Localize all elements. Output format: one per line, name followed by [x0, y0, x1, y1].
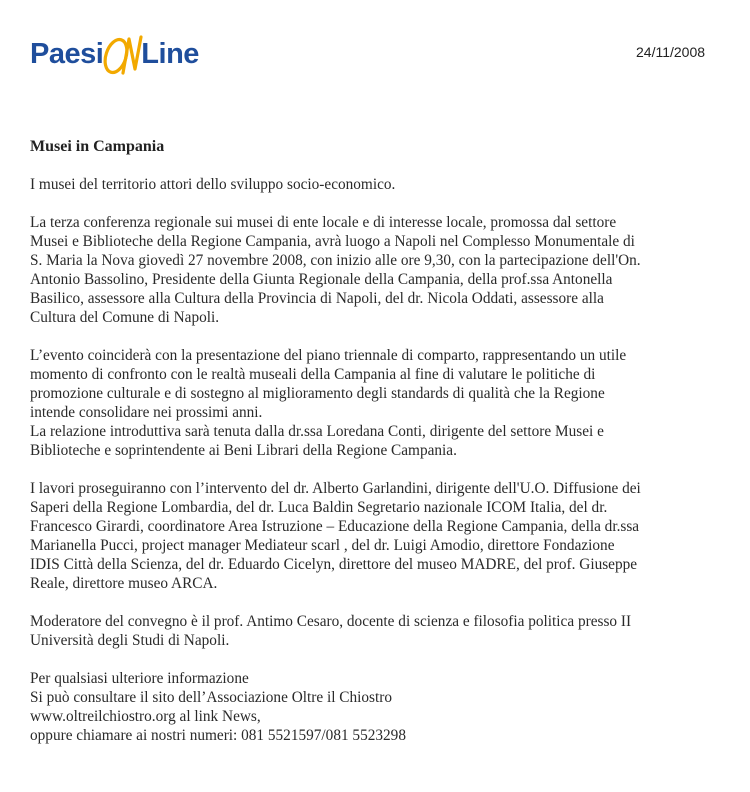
text-line: Marianella Pucci, project manager Mediateur scarl , del dr. Luigi Amodio, direttore Fondazione	[30, 537, 615, 554]
text-line: Moderatore del convegno è il prof. Antimo Cesaro, docente di scienza e filosofia politica presso II	[30, 613, 632, 630]
text-line: Reale, direttore museo ARCA.	[30, 575, 218, 592]
paragraph-event	[30, 346, 730, 460]
text-line: Francesco Girardi, coordinatore Area Istruzione – Educazione della Regione Campania, della dr.ssa	[30, 518, 640, 535]
website-text: www.oltreilchiostro.org al link News,	[30, 708, 261, 725]
text-line: Si può consultare il sito dell’Associazione Oltre il Chiostro	[30, 689, 392, 706]
text-line: Per qualsiasi ulteriore informazione	[30, 670, 249, 687]
logo-on-graphic	[101, 31, 143, 79]
paesi-online-logo	[30, 28, 199, 80]
text-line: Cultura del Comune di Napoli.	[30, 309, 220, 326]
article-title: Musei in Campania	[30, 138, 165, 155]
publication-date: 24/11/2008	[636, 44, 706, 60]
logo-text-left: Paesi	[30, 37, 104, 70]
phone-numbers-text: oppure chiamare ai nostri numeri: 081 5521597/081 5523298	[30, 727, 406, 744]
article-body	[30, 175, 730, 745]
text-line: promozione culturale e di sostegno al miglioramento degli standards di qualità che la Regione	[30, 385, 605, 402]
text-line: Antonio Bassolino, Presidente della Giunta Regionale della Campania, della prof.ssa Antonella	[30, 271, 613, 288]
text-line: La terza conferenza regionale sui musei di ente locale e di interesse locale, promossa dal settore	[30, 214, 617, 231]
text-line: Saperi della Regione Lombardia, del dr. Luca Baldin Segretario nazionale ICOM Italia, del dr.	[30, 499, 608, 516]
text-line: intende consolidare nei prossimi anni.	[30, 404, 263, 421]
text-line: S. Maria la Nova giovedì 27 novembre 2008, con inizio alle ore 9,30, con la partecipazione dell'On.	[30, 252, 641, 269]
logo-on-mark	[101, 31, 143, 77]
logo-text-right: Line	[141, 37, 199, 70]
paragraph-conference	[30, 213, 730, 327]
article-subtitle: I musei del territorio attori dello sviluppo socio-economico.	[30, 176, 396, 193]
text-line: momento di confronto con le realtà museali della Campania al fine di valutare le politiche di	[30, 366, 596, 383]
text-line: Basilico, assessore alla Cultura della Provincia di Napoli, del dr. Nicola Oddati, assessore alla	[30, 290, 604, 307]
text-line: IDIS Città della Scienza, del dr. Eduardo Cicelyn, direttore del museo MADRE, del prof. Giuseppe	[30, 556, 638, 573]
text-line: La relazione introduttiva sarà tenuta dalla dr.ssa Loredana Conti, dirigente del settore Musei e	[30, 423, 604, 440]
text-line: Musei e Biblioteche della Regione Campania, avrà luogo a Napoli nel Complesso Monumentale di	[30, 233, 635, 250]
paragraph-moderator	[30, 612, 730, 650]
paragraph-speakers	[30, 479, 730, 593]
text-line: Università degli Studi di Napoli.	[30, 632, 230, 649]
text-line: Biblioteche e soprintendente ai Beni Librari della Regione Campania.	[30, 442, 457, 459]
text-line: I lavori proseguiranno con l’intervento del dr. Alberto Garlandini, dirigente dell'U.O. Diffusione dei	[30, 480, 641, 497]
text-line: L’evento coinciderà con la presentazione del piano triennale di comparto, rappresentando un utile	[30, 347, 627, 364]
paragraph-contact	[30, 669, 730, 745]
